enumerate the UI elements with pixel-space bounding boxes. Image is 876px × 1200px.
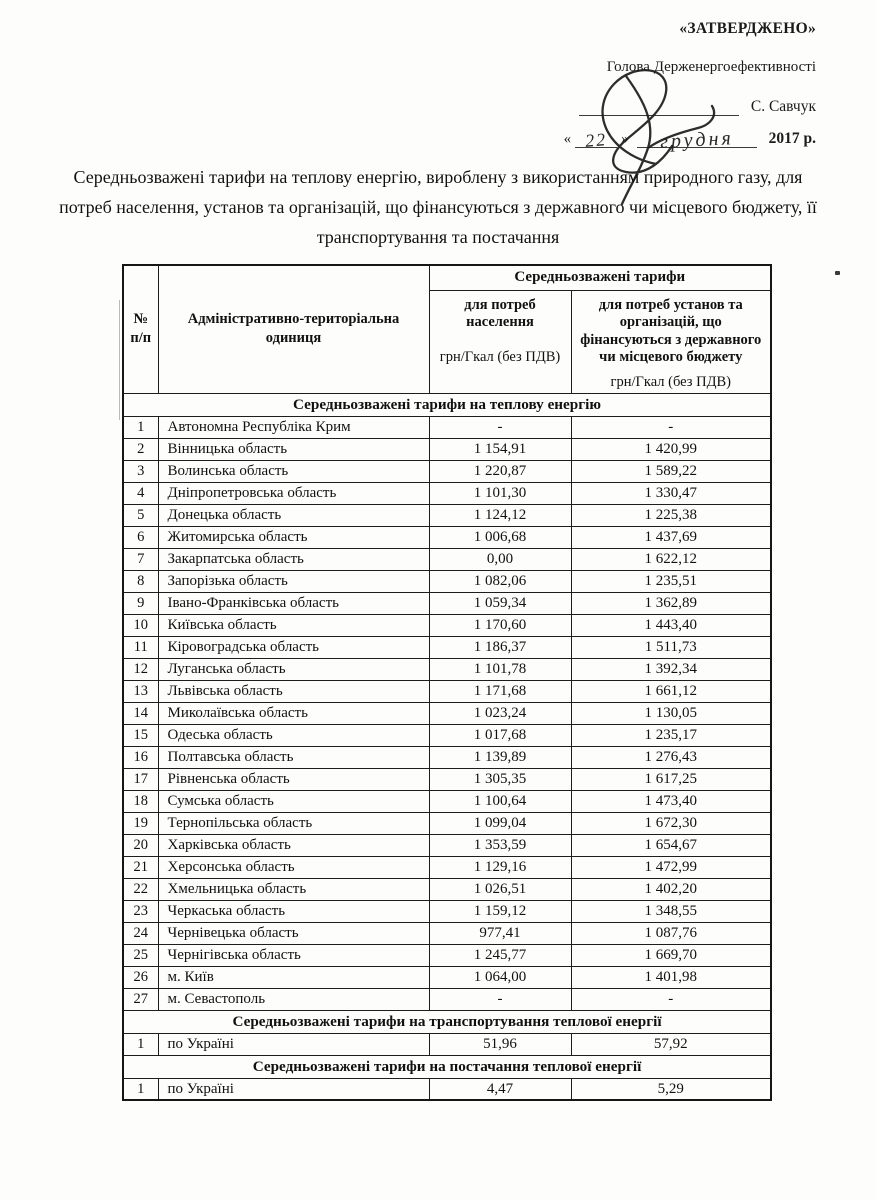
cell-institutions: 1 511,73 bbox=[571, 636, 771, 658]
table-row bbox=[123, 592, 771, 614]
table-header bbox=[123, 265, 771, 393]
col-header-unit: Адміністративно-територіальна одиниця bbox=[158, 265, 429, 393]
cell-institutions: 1 401,98 bbox=[571, 966, 771, 988]
cell-name: Харківська область bbox=[158, 834, 429, 856]
table-body bbox=[123, 393, 771, 1100]
col-header-population bbox=[429, 290, 571, 393]
tariff-table bbox=[122, 264, 772, 1101]
cell-name: Луганська область bbox=[158, 658, 429, 680]
signer-position: Голова Держенергоефективності bbox=[606, 59, 816, 75]
cell-population: 1 023,24 bbox=[429, 702, 571, 724]
cell-num: 2 bbox=[123, 438, 158, 460]
table-row bbox=[123, 416, 771, 438]
cell-name: Херсонська область bbox=[158, 856, 429, 878]
cell-institutions: 1 669,70 bbox=[571, 944, 771, 966]
cell-population: 0,00 bbox=[429, 548, 571, 570]
cell-num: 21 bbox=[123, 856, 158, 878]
population-header-text: для потреб населення bbox=[464, 296, 536, 330]
table-row bbox=[123, 460, 771, 482]
table-row bbox=[123, 702, 771, 724]
cell-population: 1 026,51 bbox=[429, 878, 571, 900]
cell-name: Житомирська область bbox=[158, 526, 429, 548]
signature-row bbox=[476, 98, 816, 116]
cell-name: Миколаївська область bbox=[158, 702, 429, 724]
cell-institutions: 57,92 bbox=[571, 1033, 771, 1055]
table-row bbox=[123, 812, 771, 834]
signature-line bbox=[579, 101, 739, 116]
cell-name: Тернопільська область bbox=[158, 812, 429, 834]
cell-institutions: 1 420,99 bbox=[571, 438, 771, 460]
table-row bbox=[123, 526, 771, 548]
table-row bbox=[123, 1033, 771, 1055]
cell-population: 1 101,78 bbox=[429, 658, 571, 680]
institutions-unit-text: грн/Гкал (без ПДВ) bbox=[610, 373, 731, 390]
cell-num: 1 bbox=[123, 416, 158, 438]
cell-population: 51,96 bbox=[429, 1033, 571, 1055]
cell-num: 23 bbox=[123, 900, 158, 922]
cell-institutions: 1 276,43 bbox=[571, 746, 771, 768]
table-row bbox=[123, 900, 771, 922]
table-row bbox=[123, 724, 771, 746]
table-row bbox=[123, 988, 771, 1010]
table-row bbox=[123, 680, 771, 702]
quote-open: « bbox=[563, 131, 572, 147]
cell-institutions: 1 473,40 bbox=[571, 790, 771, 812]
cell-num: 6 bbox=[123, 526, 158, 548]
cell-population: 1 305,35 bbox=[429, 768, 571, 790]
cell-population: - bbox=[429, 416, 571, 438]
cell-name: Івано-Франківська область bbox=[158, 592, 429, 614]
cell-population: 1 170,60 bbox=[429, 614, 571, 636]
table-row bbox=[123, 966, 771, 988]
table-row bbox=[123, 504, 771, 526]
cell-num: 19 bbox=[123, 812, 158, 834]
date-row bbox=[476, 126, 816, 153]
cell-institutions: 1 235,17 bbox=[571, 724, 771, 746]
table-row bbox=[123, 636, 771, 658]
cell-name: Полтавська область bbox=[158, 746, 429, 768]
cell-num: 4 bbox=[123, 482, 158, 504]
cell-institutions: 1 672,30 bbox=[571, 812, 771, 834]
cell-population: 1 064,00 bbox=[429, 966, 571, 988]
signer-name: С. Савчук bbox=[750, 98, 816, 115]
population-unit-text: грн/Гкал (без ПДВ) bbox=[439, 348, 561, 365]
cell-num: 15 bbox=[123, 724, 158, 746]
institutions-header-text: для потреб установ та організацій, що фінансуються з державного чи місцевого бюджету bbox=[580, 296, 762, 365]
cell-institutions: 1 622,12 bbox=[571, 548, 771, 570]
cell-institutions: 1 437,69 bbox=[571, 526, 771, 548]
cell-population: 1 353,59 bbox=[429, 834, 571, 856]
handwritten-month: грудня bbox=[637, 126, 757, 148]
cell-num: 20 bbox=[123, 834, 158, 856]
table-row bbox=[123, 856, 771, 878]
cell-name: Кіровоградська область bbox=[158, 636, 429, 658]
cell-num: 5 bbox=[123, 504, 158, 526]
cell-institutions: 1 235,51 bbox=[571, 570, 771, 592]
handwritten-day: 22 bbox=[575, 128, 617, 148]
cell-population: 1 154,91 bbox=[429, 438, 571, 460]
cell-num: 22 bbox=[123, 878, 158, 900]
cell-num: 25 bbox=[123, 944, 158, 966]
cell-population: 1 220,87 bbox=[429, 460, 571, 482]
cell-institutions: 1 348,55 bbox=[571, 900, 771, 922]
col-header-institutions bbox=[571, 290, 771, 393]
scan-speck-dot bbox=[835, 271, 840, 275]
table-row bbox=[123, 878, 771, 900]
cell-num: 1 bbox=[123, 1078, 158, 1100]
cell-num: 16 bbox=[123, 746, 158, 768]
cell-name: Дніпропетровська область bbox=[158, 482, 429, 504]
cell-population: 1 139,89 bbox=[429, 746, 571, 768]
cell-name: Донецька область bbox=[158, 504, 429, 526]
table-row bbox=[123, 944, 771, 966]
cell-institutions: 1 589,22 bbox=[571, 460, 771, 482]
cell-population: 1 017,68 bbox=[429, 724, 571, 746]
cell-name: Волинська область bbox=[158, 460, 429, 482]
cell-population: 1 100,64 bbox=[429, 790, 571, 812]
cell-institutions: 1 362,89 bbox=[571, 592, 771, 614]
section-title: Середньозважені тарифи на транспортування теплової енергії bbox=[123, 1010, 771, 1033]
cell-name: Чернігівська область bbox=[158, 944, 429, 966]
cell-population: 1 006,68 bbox=[429, 526, 571, 548]
section-header-row bbox=[123, 393, 771, 416]
cell-institutions: 1 330,47 bbox=[571, 482, 771, 504]
section-header-row bbox=[123, 1010, 771, 1033]
cell-population: 4,47 bbox=[429, 1078, 571, 1100]
year-label: 2017 р. bbox=[768, 130, 816, 147]
cell-institutions: 1 472,99 bbox=[571, 856, 771, 878]
cell-num: 10 bbox=[123, 614, 158, 636]
document-title: Середньозважені тарифи на теплову енергію, вироблену з використанням природного газу, для потреб населення, установ та організацій, що фінансуються з державного чи місцевого бюджету, її транспортування та постачання bbox=[59, 167, 817, 247]
cell-population: 1 171,68 bbox=[429, 680, 571, 702]
table-row bbox=[123, 658, 771, 680]
cell-num: 1 bbox=[123, 1033, 158, 1055]
scan-edge-artifact bbox=[119, 300, 120, 420]
cell-num: 11 bbox=[123, 636, 158, 658]
cell-num: 7 bbox=[123, 548, 158, 570]
table-row bbox=[123, 922, 771, 944]
cell-population: 1 124,12 bbox=[429, 504, 571, 526]
cell-institutions: 1 617,25 bbox=[571, 768, 771, 790]
table-row bbox=[123, 548, 771, 570]
table-row bbox=[123, 438, 771, 460]
cell-population: - bbox=[429, 988, 571, 1010]
cell-num: 27 bbox=[123, 988, 158, 1010]
col-header-num: № п/п bbox=[123, 265, 158, 393]
cell-institutions: 5,29 bbox=[571, 1078, 771, 1100]
cell-num: 14 bbox=[123, 702, 158, 724]
cell-institutions: 1 443,40 bbox=[571, 614, 771, 636]
approval-block bbox=[476, 20, 816, 153]
cell-num: 18 bbox=[123, 790, 158, 812]
table-row bbox=[123, 482, 771, 504]
table-row bbox=[123, 614, 771, 636]
col-header-tariffs-group: Середньозважені тарифи bbox=[429, 265, 771, 290]
cell-population: 1 099,04 bbox=[429, 812, 571, 834]
cell-institutions: 1 392,34 bbox=[571, 658, 771, 680]
cell-population: 1 101,30 bbox=[429, 482, 571, 504]
table-row bbox=[123, 768, 771, 790]
section-title: Середньозважені тарифи на теплову енергію bbox=[123, 393, 771, 416]
cell-name: Київська область bbox=[158, 614, 429, 636]
cell-name: Вінницька область bbox=[158, 438, 429, 460]
cell-num: 12 bbox=[123, 658, 158, 680]
cell-population: 1 159,12 bbox=[429, 900, 571, 922]
cell-name: м. Севастополь bbox=[158, 988, 429, 1010]
cell-name: Автономна Республіка Крим bbox=[158, 416, 429, 438]
cell-institutions: 1 661,12 bbox=[571, 680, 771, 702]
table-row bbox=[123, 790, 771, 812]
cell-name: Хмельницька область bbox=[158, 878, 429, 900]
cell-num: 24 bbox=[123, 922, 158, 944]
section-title: Середньозважені тарифи на постачання теплової енергії bbox=[123, 1055, 771, 1078]
cell-name: Рівненська область bbox=[158, 768, 429, 790]
cell-name: Закарпатська область bbox=[158, 548, 429, 570]
cell-institutions: - bbox=[571, 416, 771, 438]
cell-num: 3 bbox=[123, 460, 158, 482]
table-row bbox=[123, 1078, 771, 1100]
cell-name: Черкаська область bbox=[158, 900, 429, 922]
table-row bbox=[123, 834, 771, 856]
cell-institutions: 1 402,20 bbox=[571, 878, 771, 900]
quote-close: » bbox=[621, 131, 629, 147]
cell-name: по Україні bbox=[158, 1078, 429, 1100]
section-header-row bbox=[123, 1055, 771, 1078]
table-row bbox=[123, 570, 771, 592]
cell-num: 17 bbox=[123, 768, 158, 790]
cell-name: по Україні bbox=[158, 1033, 429, 1055]
cell-name: Сумська область bbox=[158, 790, 429, 812]
cell-num: 13 bbox=[123, 680, 158, 702]
cell-population: 1 082,06 bbox=[429, 570, 571, 592]
cell-population: 1 059,34 bbox=[429, 592, 571, 614]
cell-num: 8 bbox=[123, 570, 158, 592]
table-row bbox=[123, 746, 771, 768]
cell-num: 9 bbox=[123, 592, 158, 614]
cell-institutions: 1 087,76 bbox=[571, 922, 771, 944]
cell-population: 1 245,77 bbox=[429, 944, 571, 966]
cell-institutions: 1 130,05 bbox=[571, 702, 771, 724]
cell-institutions: 1 225,38 bbox=[571, 504, 771, 526]
cell-institutions: - bbox=[571, 988, 771, 1010]
cell-name: Запорізька область bbox=[158, 570, 429, 592]
cell-name: Одеська область bbox=[158, 724, 429, 746]
cell-institutions: 1 654,67 bbox=[571, 834, 771, 856]
cell-num: 26 bbox=[123, 966, 158, 988]
approved-stamp-label: «ЗАТВЕРДЖЕНО» bbox=[679, 20, 816, 37]
cell-name: м. Київ bbox=[158, 966, 429, 988]
cell-name: Чернівецька область bbox=[158, 922, 429, 944]
cell-name: Львівська область bbox=[158, 680, 429, 702]
cell-population: 977,41 bbox=[429, 922, 571, 944]
cell-population: 1 186,37 bbox=[429, 636, 571, 658]
cell-population: 1 129,16 bbox=[429, 856, 571, 878]
